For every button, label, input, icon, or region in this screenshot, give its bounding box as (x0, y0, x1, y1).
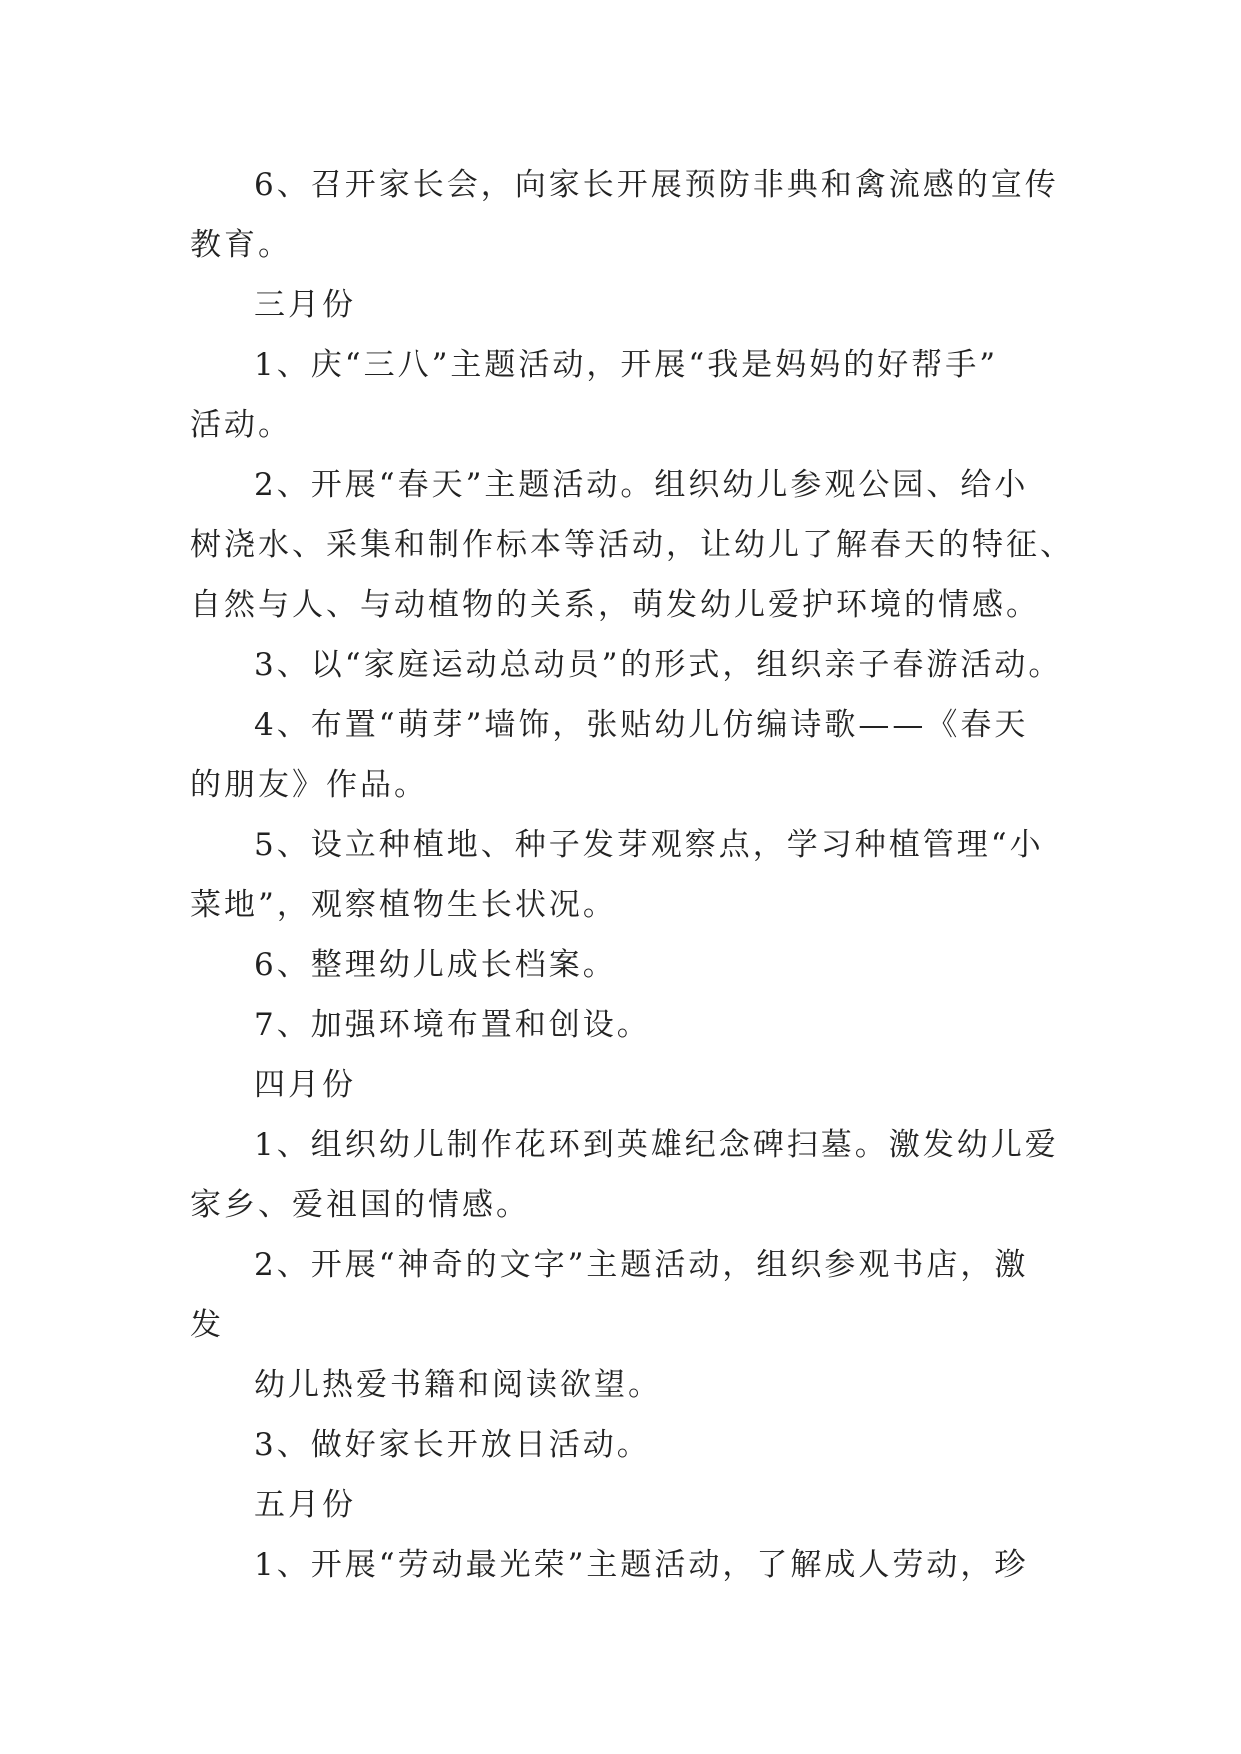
text-line: 教育。 (190, 227, 292, 263)
document-body (190, 165, 1074, 1605)
text-line: 活动。 (190, 407, 292, 443)
text-line: 4、布置“萌芽”墙饰，张贴幼儿仿编诗歌——《春天 (254, 707, 1029, 743)
text-line: 2、开展“春天”主题活动。组织幼儿参观公园、给小 (254, 467, 1029, 503)
text-line: 6、整理幼儿成长档案。 (254, 947, 617, 983)
text-line: 三月份 (254, 287, 356, 323)
text-line: 五月份 (254, 1487, 356, 1523)
text-line: 7、加强环境布置和创设。 (254, 1007, 651, 1043)
text-line: 树浇水、采集和制作标本等活动，让幼儿了解春天的特征、 (190, 527, 1074, 563)
text-line: 四月份 (254, 1067, 356, 1103)
text-line: 1、开展“劳动最光荣”主题活动，了解成人劳动，珍 (254, 1547, 1029, 1583)
text-line: 1、组织幼儿制作花环到英雄纪念碑扫墓。激发幼儿爱 (254, 1127, 1059, 1163)
text-line: 家乡、爱祖国的情感。 (190, 1187, 530, 1223)
text-line: 幼儿热爱书籍和阅读欲望。 (254, 1367, 662, 1403)
text-line: 的朋友》作品。 (190, 767, 428, 803)
text-line: 1、庆“三八”主题活动，开展“我是妈妈的好帮手” (254, 347, 999, 383)
text-line: 6、召开家长会，向家长开展预防非典和禽流感的宣传 (254, 167, 1059, 203)
text-line: 自然与人、与动植物的关系，萌发幼儿爱护环境的情感。 (190, 587, 1040, 623)
text-line: 3、做好家长开放日活动。 (254, 1427, 651, 1463)
text-line: 5、设立种植地、种子发芽观察点，学习种植管理“小 (254, 827, 1044, 863)
text-line: 2、开展“神奇的文字”主题活动，组织参观书店，激 (254, 1247, 1029, 1283)
text-line: 3、以“家庭运动总动员”的形式，组织亲子春游活动。 (254, 647, 1063, 683)
text-line: 发 (190, 1307, 224, 1343)
text-line: 菜地”，观察植物生长状况。 (190, 887, 617, 923)
